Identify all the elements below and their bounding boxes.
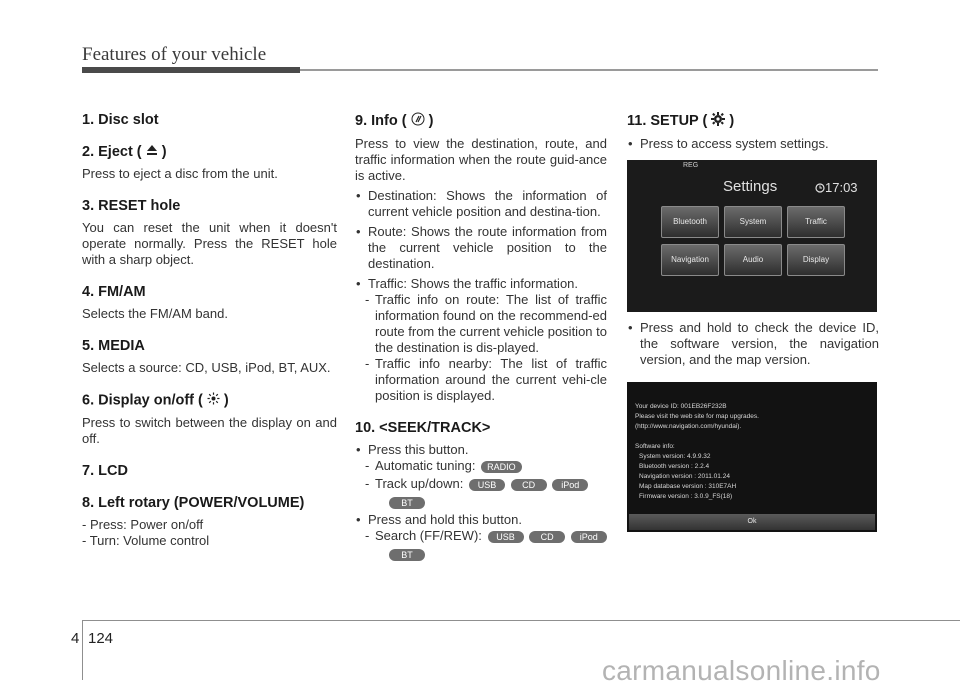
section-media-title: 5. MEDIA bbox=[82, 338, 145, 355]
setup-bullet-access: • Press to access system settings. bbox=[627, 136, 879, 152]
page-header-title: Features of your vehicle bbox=[82, 44, 267, 65]
screen-button-traffic: Traffic bbox=[787, 206, 845, 238]
section-lcd-title: 7. LCD bbox=[82, 463, 128, 480]
traffic-sub-on-route-text: Traffic info on route: The list of traffic information found on the recommend-ed route from the current vehicle position to the destination is dis-played. bbox=[375, 292, 607, 355]
page-number: 124 bbox=[88, 630, 114, 647]
device-info-line: Bluetooth version : 2.2.4 bbox=[639, 463, 710, 470]
chapter-number: 4 bbox=[71, 630, 80, 647]
display-title-close: ) bbox=[219, 392, 229, 409]
screen-button-audio: Audio bbox=[724, 244, 782, 276]
seek-sub-track: - Track up/down: USB CD iPod bbox=[355, 476, 607, 492]
badge-usb: USB bbox=[469, 479, 505, 491]
eject-title-text: 2. Eject ( bbox=[82, 144, 142, 160]
seek-sub-track-bt bbox=[355, 494, 607, 510]
footer-rule bbox=[82, 620, 960, 621]
seek-bullet-press: • Press this button. bbox=[355, 442, 607, 458]
screen-button-system: System bbox=[724, 206, 782, 238]
badge-ipod: iPod bbox=[552, 479, 588, 491]
screen-reg-label: REG bbox=[683, 162, 699, 169]
setup-bullet-hold: • Press and hold to check the device ID, the software version, the navigation version, and the map version. bbox=[627, 320, 879, 368]
section-eject-text: Press to eject a disc from the unit. bbox=[82, 166, 278, 182]
screen-clock-text: 17:03 bbox=[825, 180, 858, 195]
seek-sub-search: - Search (FF/REW): USB CD iPod bbox=[355, 528, 607, 544]
info-title-text: 9. Info ( bbox=[355, 112, 407, 129]
section-fmam-text: Selects the FM/AM band. bbox=[82, 306, 228, 322]
badge-ipod: iPod bbox=[571, 531, 607, 543]
section-media-text: Selects a source: CD, USB, iPod, BT, AUX. bbox=[82, 360, 331, 376]
badge-cd: CD bbox=[529, 531, 565, 543]
device-info-line: Map database version : 310E7AH bbox=[639, 483, 737, 490]
badge-bt: BT bbox=[389, 549, 425, 561]
info-title-close: ) bbox=[424, 112, 434, 129]
seek-sub-search-bt bbox=[355, 546, 607, 562]
clock-icon bbox=[815, 183, 825, 193]
seek-sub-auto-tuning-text: Automatic tuning: bbox=[375, 458, 476, 473]
section-info-text: Press to view the destination, route, and traffic information when the route guid-ance is active. bbox=[355, 136, 607, 183]
section-info-title bbox=[355, 112, 607, 130]
screen-clock bbox=[815, 180, 858, 195]
info-icon bbox=[411, 112, 425, 130]
badge-usb: USB bbox=[488, 531, 524, 543]
seek-sub-search-text: Search (FF/REW): bbox=[375, 528, 482, 543]
seek-sub-track-text: Track up/down: bbox=[375, 476, 464, 491]
footer-divider bbox=[82, 620, 83, 680]
display-title-text: 6. Display on/off ( bbox=[82, 392, 203, 409]
setup-title-text: 11. SETUP ( bbox=[627, 112, 708, 129]
screen-button-display: Display bbox=[787, 244, 845, 276]
section-left-rotary-title: 8. Left rotary (POWER/VOLUME) bbox=[82, 495, 305, 512]
section-eject-title bbox=[82, 144, 337, 160]
badge-bt: BT bbox=[389, 497, 425, 509]
device-info-lines bbox=[635, 402, 759, 502]
info-bullet-route: • Route: Shows the route information from the current vehicle position to the destination. bbox=[355, 224, 607, 272]
section-setup-title bbox=[627, 112, 879, 130]
header-bar-light bbox=[300, 69, 878, 71]
column-3 bbox=[627, 112, 879, 532]
device-info-line bbox=[635, 432, 759, 442]
section-display-text: Press to switch between the display on and off. bbox=[82, 415, 337, 447]
gear-icon bbox=[711, 112, 725, 130]
traffic-sub-nearby: - Traffic info nearby: The list of traffic information around the current vehi-cle position is displayed. bbox=[365, 356, 607, 403]
column-1 bbox=[82, 112, 337, 549]
settings-screen-image bbox=[627, 160, 877, 312]
section-display-title bbox=[82, 392, 337, 409]
device-info-screen-image bbox=[627, 382, 877, 532]
column-2 bbox=[355, 112, 607, 562]
left-rotary-press-text: - Press: Power on/off bbox=[82, 517, 204, 533]
section-reset-text: You can reset the unit when it doesn't operate normally. Press the RESET hole with a sharp object. bbox=[82, 220, 337, 268]
section-disc-slot-title: 1. Disc slot bbox=[82, 112, 159, 128]
badge-cd: CD bbox=[511, 479, 547, 491]
traffic-sub-nearby-text: Traffic info nearby: The list of traffic information around the current vehi-cle position is displayed. bbox=[375, 356, 607, 403]
eject-icon bbox=[146, 144, 158, 160]
screen-button-bluetooth: Bluetooth bbox=[661, 206, 719, 238]
seek-sub-auto-tuning: - Automatic tuning: RADIO bbox=[355, 458, 607, 474]
header-bar-dark bbox=[82, 67, 300, 73]
setup-title-close: ) bbox=[725, 112, 735, 129]
device-info-line: (http://www.navigation.com/hyundai). bbox=[635, 423, 742, 430]
device-info-line: Please visit the web site for map upgrades. bbox=[635, 413, 759, 420]
device-info-line: Your device ID: 001EB26F232B bbox=[635, 403, 727, 410]
traffic-sub-on-route: - Traffic info on route: The list of traffic information found on the recommend-ed route from the current vehicle position to the destination is dis-played. bbox=[365, 292, 607, 355]
device-info-line: Software info: bbox=[635, 443, 675, 450]
info-bullet-destination: • Destination: Shows the information of current vehicle position and destina-tion. bbox=[355, 188, 607, 220]
device-info-line: System version: 4.9.9.32 bbox=[639, 453, 711, 460]
badge-radio: RADIO bbox=[481, 461, 522, 473]
left-rotary-turn-text: - Turn: Volume control bbox=[82, 533, 210, 549]
section-seek-track-title: 10. <SEEK/TRACK> bbox=[355, 420, 491, 436]
eject-title-close: ) bbox=[157, 144, 167, 160]
section-reset-title: 3. RESET hole bbox=[82, 198, 181, 215]
watermark-url: carmanualsonline.info bbox=[602, 655, 881, 686]
device-info-line: Firmware version : 3.0.9_FS(18) bbox=[639, 493, 733, 500]
info-bullet-traffic: • Traffic: Shows the traffic information. bbox=[355, 276, 607, 292]
section-fmam-title: 4. FM/AM bbox=[82, 284, 146, 301]
display-on-off-icon bbox=[207, 392, 220, 409]
screen-ok-button: Ok bbox=[629, 514, 875, 530]
screen-settings-title: Settings bbox=[723, 178, 778, 195]
screen-button-navigation: Navigation bbox=[661, 244, 719, 276]
device-info-line: Navigation version : 2011.01.24 bbox=[639, 473, 730, 480]
seek-bullet-hold: • Press and hold this button. bbox=[355, 512, 607, 528]
